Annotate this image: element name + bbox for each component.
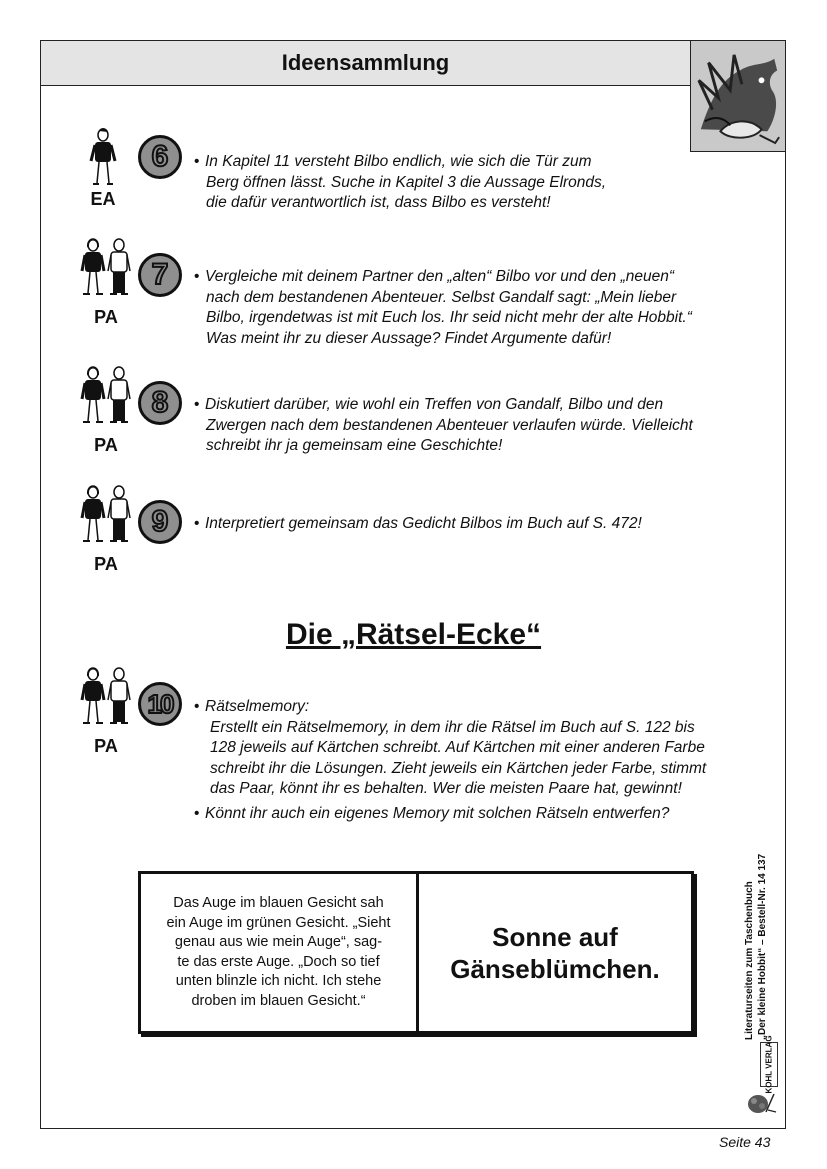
- task-10: [80, 666, 760, 826]
- page-number: Seite 43: [719, 1134, 771, 1150]
- single-person-icon: [80, 127, 126, 189]
- section-title: Die „Rätsel-Ecke“: [285, 618, 542, 651]
- riddle-question: Das Auge im blauen Gesicht sah ein Auge im grünen Gesicht. „Sieht genau aus wie mein Auge“, sag- te das erste Auge. „Doch so tief unten blinzle ich nicht. Ich stehe droben im blauen Gesicht.“: [141, 874, 419, 1031]
- task-number-badge: 6: [138, 135, 182, 179]
- task-text: • Rätselmemory: Erstellt ein Rätselmemory, in dem ihr die Rätsel im Buch auf S. 122 bis 128 jeweils auf Kärtchen schreibt. Auf Kärtchen mit einer anderen Farbe schreibt ihr die Lösungen. Zieht jeweils ein Kärtchen jeder Farbe, stimmt das Paar, könnt ihr es behalten. Wer die meisten Paare hat, gewinnt! • Könnt ihr auch ein eigenes Memory mit solchen Rätseln entwerfen?: [194, 697, 754, 824]
- work-type-label: PA: [94, 736, 118, 756]
- task-text: • Vergleiche mit deinem Partner den „alten“ Bilbo vor und den „neuen“ nach dem bestandenen Abenteuer. Selbst Gandalf sagt: „Mein lieber Bilbo, irgendetwas ist mit Euch los. Ihr seid nicht mehr der alte Hobbit.“ Was meint ihr zu dieser Aussage? Findet Argumente dafür!: [194, 268, 692, 347]
- bullet: •: [194, 515, 200, 532]
- bullet: •: [194, 153, 200, 170]
- task-number-badge: 8: [138, 381, 182, 425]
- riddle-answer: Sonne auf Gänseblümchen.: [450, 921, 660, 984]
- title-bar: [40, 40, 691, 86]
- publisher-logo: KOHL VERLAG: [760, 1042, 778, 1087]
- side-publisher-text: Literaturseiten zum Taschenbuch „Der kleine Hobbit“ – Bestell-Nr. 14 137: [744, 853, 768, 1040]
- page-title: Ideensammlung: [281, 50, 450, 75]
- task-text: • In Kapitel 11 versteht Bilbo endlich, wie sich die Tür zum Berg öffnen lässt. Suche in Kapitel 3 die Aussage Elronds, die dafür verantwortlich ist, dass Bilbo es versteht!: [194, 153, 607, 211]
- task-6: [80, 127, 760, 217]
- task-text: • Interpretiert gemeinsam das Gedicht Bilbos im Buch auf S. 472!: [194, 514, 754, 535]
- task-7: [80, 237, 760, 347]
- bullet: •: [194, 698, 200, 715]
- riddle-card: [138, 871, 694, 1034]
- task-9: [80, 484, 760, 574]
- bullet: •: [194, 396, 200, 413]
- task-number-badge: 9: [138, 500, 182, 544]
- pair-people-icon: [80, 484, 132, 546]
- bullet: •: [194, 804, 200, 822]
- work-type-label: PA: [94, 435, 118, 455]
- task-text: • Diskutiert darüber, wie wohl ein Treffen von Gandalf, Bilbo und den Zwergen nach dem bestandenen Abenteuer verlaufen würde. Vielleicht schreibt ihr ja gemeinsam eine Geschichte!: [194, 396, 693, 454]
- pair-people-icon: [80, 666, 132, 728]
- publisher-mark-icon: [744, 1090, 778, 1114]
- bullet: •: [194, 268, 200, 285]
- task-8: [80, 365, 760, 455]
- work-type-label: PA: [94, 307, 118, 327]
- work-type-label: PA: [94, 554, 118, 574]
- task-number-badge: 7: [138, 253, 182, 297]
- pair-people-icon: [80, 237, 132, 299]
- pair-people-icon: [80, 365, 132, 427]
- work-type-label: EA: [90, 189, 116, 209]
- task-number-badge: 10: [138, 682, 182, 726]
